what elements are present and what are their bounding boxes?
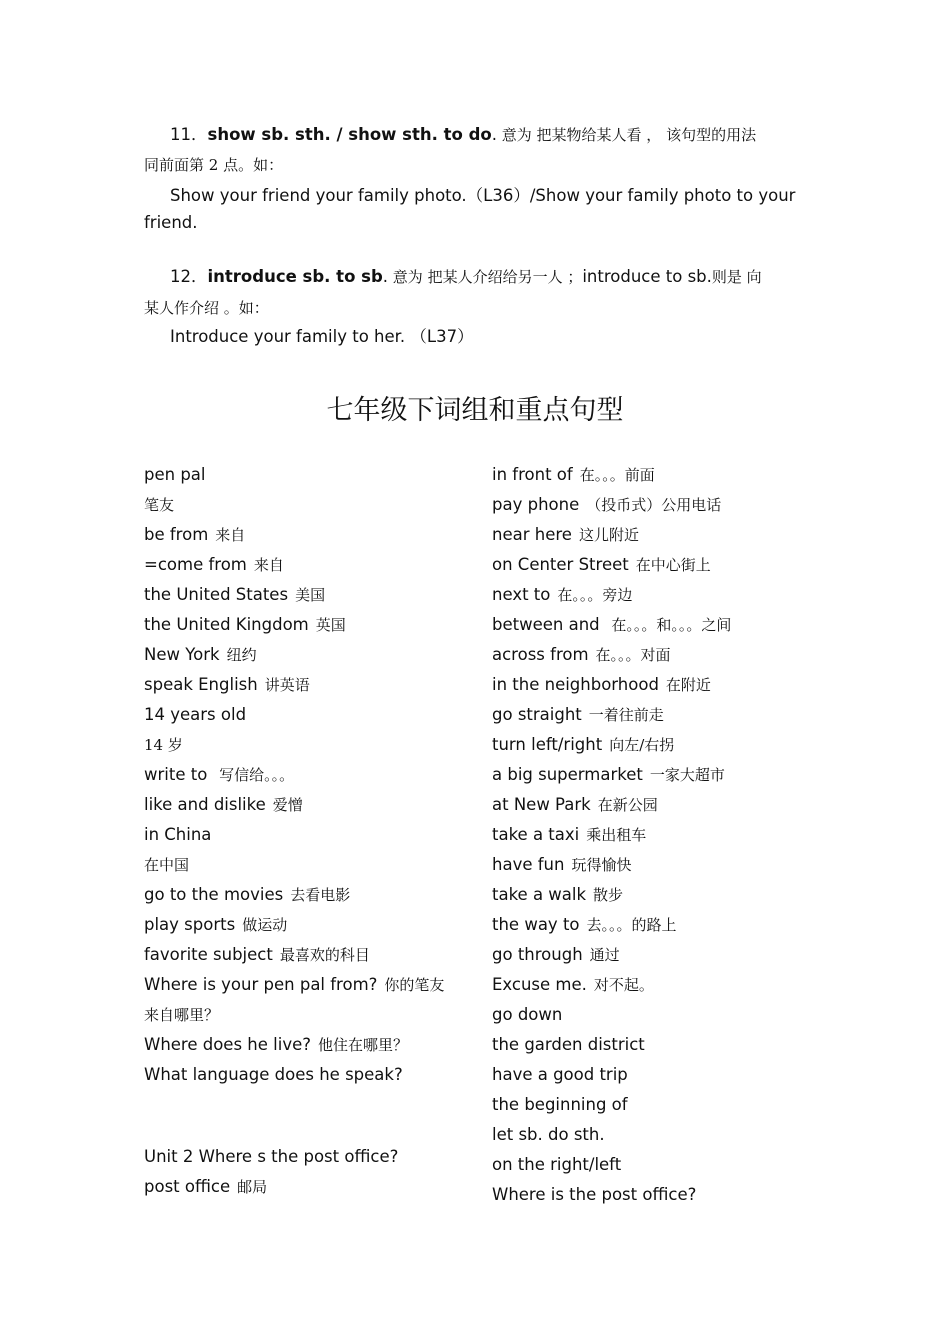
left-phrase-item: [144, 970, 474, 1000]
phrase-english: go straight: [492, 705, 582, 724]
phrase-english: 14 years old: [144, 705, 247, 724]
phrase-chinese: 一家大超市: [649, 766, 725, 784]
note-11-meaning: 意为 把某物给某人看 ， 该句型的用法: [497, 126, 757, 144]
phrase-chinese: 对不起。: [593, 976, 654, 994]
phrase-english: the beginning of: [492, 1095, 628, 1114]
phrase-chinese: 向左/右拐: [609, 736, 675, 754]
phrase-chinese: 14 岁: [144, 736, 183, 754]
phrase-english: Where is the post office?: [492, 1185, 697, 1204]
left-phrase-item: [144, 700, 474, 730]
phrase-chinese: 通过: [589, 946, 620, 964]
phrase-english: Unit 2 Where s the post office?: [144, 1147, 399, 1166]
phrase-chinese: 来自: [253, 556, 284, 574]
phrase-chinese: 最喜欢的科目: [279, 946, 370, 964]
note-11-line-1: [170, 121, 756, 145]
phrase-chinese: 一着往前走: [588, 706, 664, 724]
phrase-chinese: 这儿附近: [578, 526, 639, 544]
left-phrase-item: [144, 460, 474, 490]
phrase-english: the way to: [492, 915, 580, 934]
phrase-english: on Center Street: [492, 555, 629, 574]
right-phrase-column: [492, 460, 822, 1210]
left-phrase-item: [144, 640, 474, 670]
unit-phrase-item: [144, 1142, 474, 1172]
phrase-english: take a taxi: [492, 825, 580, 844]
note-11-line-2: 同前面第 2 点。如：: [144, 156, 284, 174]
phrase-english: go through: [492, 945, 583, 964]
phrase-english: go down: [492, 1005, 563, 1024]
unit-2-list: [144, 1142, 474, 1202]
left-phrase-item: [144, 760, 474, 790]
phrase-chinese: 纽约: [226, 646, 257, 664]
left-phrase-item: [144, 1060, 474, 1090]
phrase-english: between and: [492, 615, 600, 634]
right-phrase-item: [492, 1180, 822, 1210]
left-phrase-item: [144, 580, 474, 610]
left-phrase-item: [144, 670, 474, 700]
right-phrase-item: [492, 580, 822, 610]
phrase-english: near here: [492, 525, 572, 544]
note-12-line-1: [170, 263, 762, 287]
note-12-meaning-1: 意为 把某人介绍给另一人 ；: [388, 268, 583, 286]
phrase-chinese: 去看电影: [290, 886, 351, 904]
right-phrase-item: [492, 1150, 822, 1180]
phrase-chinese: 在新公园: [597, 796, 658, 814]
page-title: 七年级下词组和重点句型: [326, 395, 624, 426]
phrase-english: New York: [144, 645, 220, 664]
phrase-english: in front of: [492, 465, 573, 484]
note-12-example-1: Introduce your family to her. （L37）: [170, 327, 474, 346]
right-phrase-item: [492, 730, 822, 760]
left-phrase-item: [144, 520, 474, 550]
left-phrase-item: [144, 940, 474, 970]
phrase-chinese: 玩得愉快: [571, 856, 632, 874]
right-phrase-item: [492, 1000, 822, 1030]
phrase-english: have a good trip: [492, 1065, 628, 1084]
right-phrase-item: [492, 490, 822, 520]
right-phrase-item: [492, 1090, 822, 1120]
left-phrase-item: [144, 820, 474, 850]
phrase-english: at New Park: [492, 795, 591, 814]
phrase-chinese: 英国: [315, 616, 346, 634]
phrase-chinese: 散步: [593, 886, 624, 904]
phrase-chinese: 邮局: [237, 1178, 268, 1196]
right-phrase-item: [492, 910, 822, 940]
note-12-number: 12．: [170, 267, 208, 286]
phrase-english: write to: [144, 765, 208, 784]
phrase-chinese: 做运动: [242, 916, 288, 934]
right-phrase-item: [492, 970, 822, 1000]
phrase-chinese: 你的笔友: [384, 976, 445, 994]
right-phrase-item: [492, 1120, 822, 1150]
left-phrase-column: [144, 460, 474, 1202]
phrase-english: =come from: [144, 555, 247, 574]
phrase-english: Where is your pen pal from?: [144, 975, 378, 994]
phrase-english: turn left/right: [492, 735, 603, 754]
phrase-chinese: 乘出租车: [586, 826, 647, 844]
right-phrase-item: [492, 460, 822, 490]
left-phrase-item: [144, 790, 474, 820]
note-11-dot: .: [491, 125, 497, 144]
phrase-chinese: 在。。。前面: [579, 466, 655, 484]
phrase-english: the United Kingdom: [144, 615, 309, 634]
right-phrase-item: [492, 640, 822, 670]
phrase-chinese: 笔友: [144, 496, 175, 514]
phrase-english: pay phone: [492, 495, 580, 514]
phrase-english: take a walk: [492, 885, 587, 904]
note-11-phrase: show sb. sth. / show sth. to do: [207, 125, 492, 144]
phrase-english: be from: [144, 525, 209, 544]
phrase-english: have fun: [492, 855, 565, 874]
left-phrase-item: [144, 880, 474, 910]
phrase-english: favorite subject: [144, 945, 273, 964]
right-phrase-list: [492, 460, 822, 1210]
phrase-english: post office: [144, 1177, 231, 1196]
phrase-english: pen pal: [144, 465, 206, 484]
left-phrase-item: [144, 910, 474, 940]
note-12-phrase-2: introduce to sb.: [582, 267, 712, 286]
phrase-english: the garden district: [492, 1035, 645, 1054]
note-11-example-1: Show your friend your family photo.（L36）/Show your family photo to your: [170, 186, 796, 205]
right-phrase-item: [492, 880, 822, 910]
phrase-chinese: 美国: [295, 586, 326, 604]
left-phrase-item: [144, 1000, 474, 1030]
right-phrase-item: [492, 1030, 822, 1060]
right-phrase-item: [492, 520, 822, 550]
note-12-phrase: introduce sb. to sb: [207, 267, 383, 286]
left-phrase-item: [144, 550, 474, 580]
right-phrase-item: [492, 760, 822, 790]
left-phrase-list: [144, 460, 474, 1090]
phrase-chinese: 在。。。旁边: [557, 586, 633, 604]
phrase-chinese: 写信给。。。: [214, 766, 295, 784]
phrase-chinese: 在附近: [665, 676, 711, 694]
phrase-chinese: 他住在哪里？: [318, 1036, 409, 1054]
column-gap: [144, 1090, 474, 1142]
left-phrase-item: [144, 1030, 474, 1060]
phrase-english: Excuse me.: [492, 975, 587, 994]
left-phrase-item: [144, 850, 474, 880]
phrase-chinese: 来自: [215, 526, 246, 544]
phrase-english: like and dislike: [144, 795, 266, 814]
phrase-chinese: 去。。。的路上: [586, 916, 677, 934]
phrase-english: in China: [144, 825, 212, 844]
left-phrase-item: [144, 610, 474, 640]
right-phrase-item: [492, 820, 822, 850]
phrase-english: on the right/left: [492, 1155, 622, 1174]
right-phrase-item: [492, 850, 822, 880]
note-12-meaning-2: 则是 向: [711, 268, 762, 286]
phrase-english: play sports: [144, 915, 236, 934]
phrase-english: the United States: [144, 585, 289, 604]
phrase-chinese: （投币式）公用电话: [586, 496, 722, 514]
phrase-chinese: 在。。。和。。。之间: [606, 616, 732, 634]
right-phrase-item: [492, 940, 822, 970]
note-11-example-2: friend.: [144, 213, 198, 232]
right-phrase-item: [492, 790, 822, 820]
phrase-english: across from: [492, 645, 589, 664]
phrase-chinese: 来自哪里？: [144, 1006, 220, 1024]
left-phrase-item: [144, 730, 474, 760]
right-phrase-item: [492, 550, 822, 580]
phrase-english: speak English: [144, 675, 258, 694]
right-phrase-item: [492, 670, 822, 700]
phrase-english: next to: [492, 585, 551, 604]
right-phrase-item: [492, 700, 822, 730]
note-12-dot: .: [382, 267, 389, 286]
phrase-english: Where does he live?: [144, 1035, 311, 1054]
phrase-chinese: 讲英语: [264, 676, 310, 694]
phrase-chinese: 爱憎: [272, 796, 303, 814]
phrase-english: in the neighborhood: [492, 675, 659, 694]
note-12-line-2: 某人作介绍 。如：: [144, 299, 269, 317]
phrase-english: a big supermarket: [492, 765, 643, 784]
phrase-chinese: 在。。。对面: [595, 646, 671, 664]
phrase-chinese: 在中国: [144, 856, 190, 874]
phrase-english: What language does he speak?: [144, 1065, 403, 1084]
phrase-chinese: 在中心街上: [635, 556, 711, 574]
right-phrase-item: [492, 1060, 822, 1090]
right-phrase-item: [492, 610, 822, 640]
unit-phrase-item: [144, 1172, 474, 1202]
phrase-english: let sb. do sth.: [492, 1125, 605, 1144]
phrase-english: go to the movies: [144, 885, 284, 904]
note-11-number: 11．: [170, 125, 208, 144]
left-phrase-item: [144, 490, 474, 520]
